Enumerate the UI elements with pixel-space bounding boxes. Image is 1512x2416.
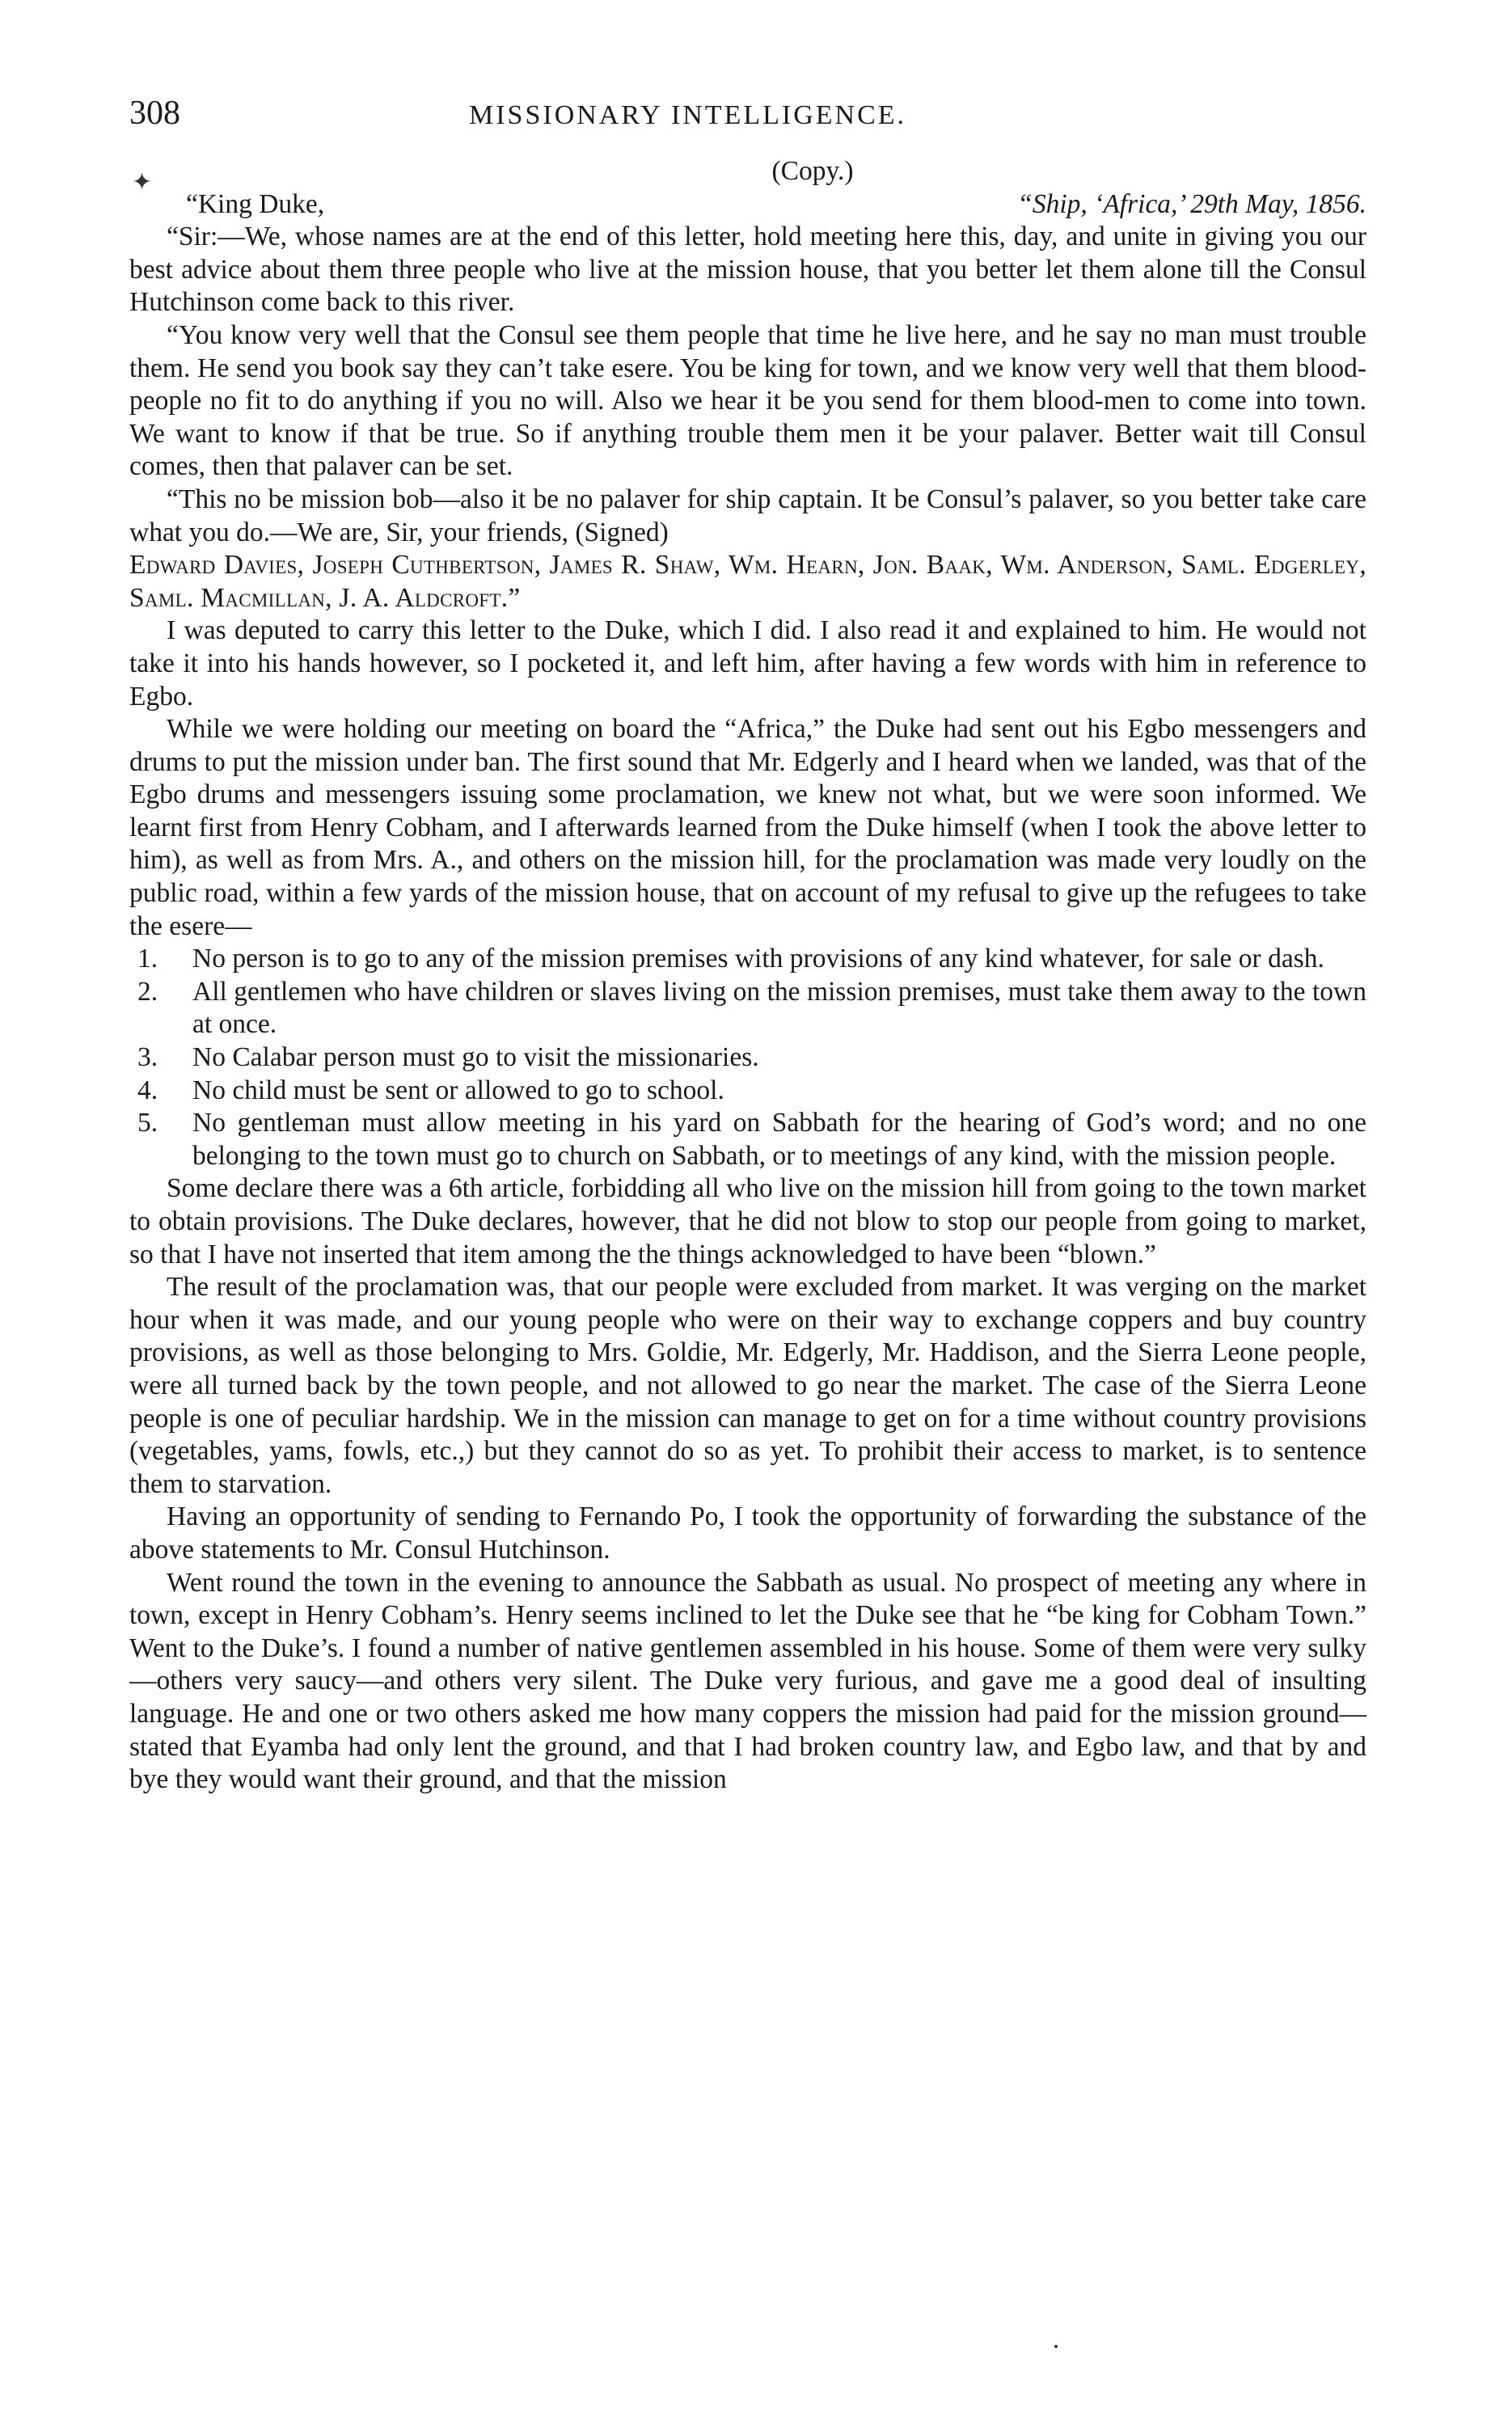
list-item-number: 1. <box>137 944 158 974</box>
list-item-number: 2. <box>137 976 158 1007</box>
body-paragraph: While we were holding our meeting on board the “Africa,” the Duke had sent out his Egbo messengers and drums to put the mission under ban. The first sound that Mr. Edgerly and I heard when we landed, was that of the Egbo drums and messengers issuing some proclamation, we knew not what, but we were soon informed. We learnt first from Henry Cobham, and I afterwards learned from the Duke himself (when I took the above letter to him), as well as from Mrs. A., and others on the mission hill, for the proclamation was made very loudly on the public road, within a few yards of the mission house, that on account of my refusal to give up the refugees to take the esere— <box>129 714 1366 941</box>
running-title: MISSIONARY INTELLIGENCE. <box>469 100 907 130</box>
list-item <box>129 1075 1366 1108</box>
list-item-number: 4. <box>137 1075 158 1105</box>
letter-paragraph: “This no be mission bob—also it be no palaver for ship captain. It be Consul’s palaver, so you better take care what you do.—We are, Sir, your friends, (Signed) <box>129 484 1366 547</box>
list-item <box>129 1041 1366 1075</box>
list-item-text: No Calabar person must go to visit the missionaries. <box>192 1042 759 1073</box>
body-paragraph: Some declare there was a 6th article, forbidding all who live on the mission hill from going to the town market to obtain provisions. The Duke declares, however, that he did not blow to stop our people from going to market, so that I have not inserted that item among the the things acknowledged to have been “blown.” <box>129 1173 1366 1269</box>
body-paragraph: I was deputed to carry this letter to the Duke, which I did. I also read it and explained to him. He would not take it into his hands however, so I pocketed it, and left him, after having a few words with him in reference to Egbo. <box>129 615 1366 712</box>
copy-label: (Copy.) <box>771 156 854 186</box>
letter-dateline: “Ship, ‘Africa,’ 29th May, 1856. <box>1017 188 1366 219</box>
body-paragraph: The result of the proclamation was, that our people were excluded from market. It was verging on the market hour when it was made, and our young people who were on their way to exchange coppers and buy country provisions, as well as those belonging to Mrs. Goldie, Mr. Edgerly, Mr. Haddison, and the Sierra Leone people, were all turned back by the town people, and not allowed to go near the market. The case of the Sierra Leone people is one of peculiar hardship. We in the mission can manage to get on for a time without country provisions (vegetables, yams, fowls, etc.,) but they cannot do so as yet. To prohibit their access to market, is to sentence them to starvation. <box>129 1272 1366 1499</box>
list-item-number: 3. <box>137 1042 158 1073</box>
letter-addressee: “King Duke, <box>186 188 325 219</box>
letter-signatures: Edward Davies, Joseph Cuthbertson, James R. Shaw, Wm. Hearn, Jon. Baak, Wm. Anderson, Saml. Edgerley, Saml. Macmillan, J. A. Aldcroft.” <box>129 550 1366 613</box>
body-paragraph: Went round the town in the evening to announce the Sabbath as usual. No prospect of meeting any where in town, except in Henry Cobham’s. Henry seems inclined to let the Duke see that he “be king for Cobham Town.” Went to the Duke’s. I found a number of native gentlemen assembled in his house. Some of them were very sulky—others very saucy—and others very silent. The Duke very furious, and gave me a good deal of insulting language. He and one or two others asked me how many coppers the mission had paid for the mission ground—stated that Eyamba had only lent the ground, and that I had broken country law, and Egbo law, and that by and bye they would want their ground, and that the mission <box>129 1567 1366 1795</box>
document-page <box>129 97 1366 1797</box>
stray-ink-mark: ✦ <box>132 169 153 196</box>
letter-body <box>129 221 1366 615</box>
list-item-text: No gentleman must allow meeting in his yard on Sabbath for the hearing of God’s word; and no one belonging to the town must go to church on Sabbath, or to meetings of any kind, with the mission people. <box>192 1108 1366 1171</box>
list-item <box>129 943 1366 976</box>
page-number: 308 <box>129 95 180 132</box>
article-body <box>129 615 1366 1796</box>
page-header <box>129 97 1366 141</box>
body-paragraph: Having an opportunity of sending to Fernando Po, I took the opportunity of forwarding the substance of the above statements to Mr. Consul Hutchinson. <box>129 1502 1366 1565</box>
proclamation-list <box>129 943 1366 1172</box>
letter-paragraph: “Sir:—We, whose names are at the end of this letter, hold meeting here this, day, and unite in giving you our best advice about them three people who live at the mission house, that you better let them alone till the Consul Hutchinson come back to this river. <box>129 222 1366 318</box>
list-item <box>129 1107 1366 1172</box>
list-item-text: No person is to go to any of the mission premises with provisions of any kind whatever, for sale or dash. <box>192 944 1324 974</box>
list-item-number: 5. <box>137 1108 158 1138</box>
list-item <box>129 976 1366 1041</box>
letter-paragraph: “You know very well that the Consul see them people that time he live here, and he say no man must trouble them. He send you book say they can’t take esere. You be king for town, and we know very well that them blood-people no fit to do anything if you no will. Also we hear it be you send for them blood-men to come into town. We want to know if that be true. So if anything trouble them men it be your palaver. Better wait till Consul comes, then that palaver can be set. <box>129 319 1366 482</box>
ink-speck <box>1054 2345 1058 2348</box>
list-item-text: All gentlemen who have children or slaves living on the mission premises, must take them away to the town at once. <box>192 976 1366 1040</box>
letter-head <box>129 188 1366 222</box>
list-item-text: No child must be sent or allowed to go to school. <box>192 1075 724 1105</box>
